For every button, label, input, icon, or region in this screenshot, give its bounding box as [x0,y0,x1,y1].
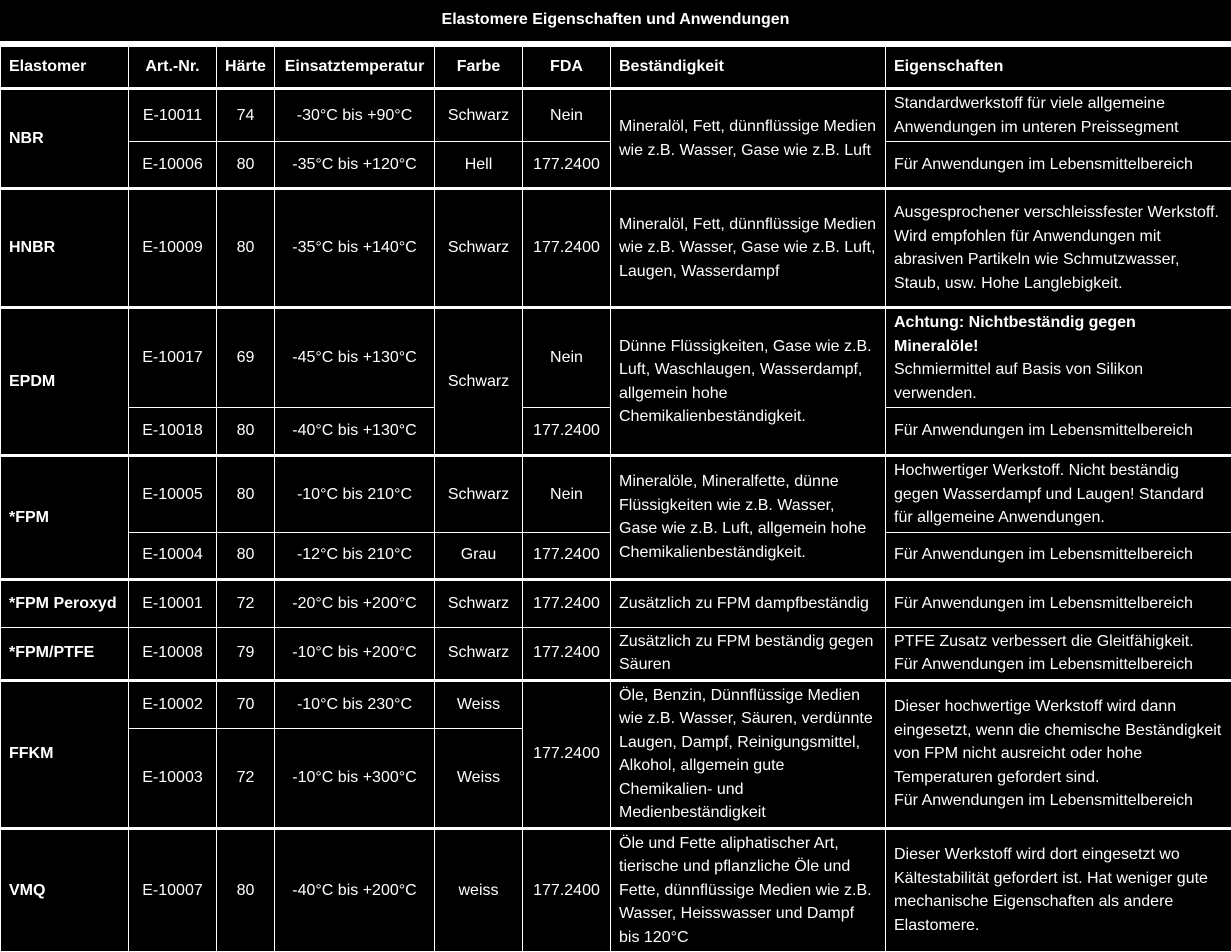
art-nr-cell: E-10004 [129,532,217,579]
table-row [1,579,1231,627]
art-nr-cell: E-10002 [129,680,217,729]
farbe-cell: Schwarz [435,189,523,308]
bestaendigkeit-cell: Mineralöle, Mineralfette, dünne Flüssigkeiten wie z.B. Wasser, Gase wie z.B. Luft, allgemein hohe Chemikalienbeständigkeit. [611,456,886,580]
table-row [1,627,1231,680]
temperature-cell: -35°C bis +140°C [275,189,435,308]
art-nr-cell: E-10005 [129,456,217,533]
temperature-cell: -10°C bis +200°C [275,627,435,680]
table-row [1,828,1231,952]
art-nr-cell: E-10007 [129,828,217,952]
eigenschaften-cell: Für Anwendungen im Lebensmittelbereich [886,142,1231,189]
fda-cell: 177.2400 [523,532,611,579]
eigenschaften-line: Dieser hochwertige Werkstoff wird dann eingesetzt, wenn die chemische Beständigkeit von FPM nicht ausreicht oder hohe Temperaturen gefordert sind. [894,695,1223,789]
elastomer-fpm-ptfe: *FPM/PTFE [1,627,129,680]
fda-cell: 177.2400 [523,579,611,627]
eigenschaften-cell: Hochwertiger Werkstoff. Nicht beständig gegen Wasserdampf und Laugen! Standard für allgemeine Anwendungen. [886,456,1231,533]
elastomer-hnbr: HNBR [1,189,129,308]
farbe-cell: Grau [435,532,523,579]
table-row [1,89,1231,142]
fda-cell: 177.2400 [523,680,611,828]
art-nr-cell: E-10003 [129,729,217,828]
elastomer-nbr: NBR [1,89,129,189]
eigenschaften-cell: Für Anwendungen im Lebensmittelbereich [886,408,1231,456]
temperature-cell: -35°C bis +120°C [275,142,435,189]
eigenschaften-line: PTFE Zusatz verbessert die Gleitfähigkeit. [894,630,1223,654]
temperature-cell: -10°C bis 210°C [275,456,435,533]
bestaendigkeit-cell: Zusätzlich zu FPM beständig gegen Säuren [611,627,886,680]
art-nr-cell: E-10008 [129,627,217,680]
farbe-cell: Schwarz [435,627,523,680]
art-nr-cell: E-10009 [129,189,217,308]
haerte-cell: 80 [217,189,275,308]
haerte-cell: 74 [217,89,275,142]
fda-cell: 177.2400 [523,828,611,952]
temperature-cell: -10°C bis +300°C [275,729,435,828]
eigenschaften-cell: Dieser Werkstoff wird dort eingesetzt wo Kältestabilität gefordert ist. Hat weniger gute mechanische Eigenschaften als andere Elastomere. [886,828,1231,952]
temperature-cell: -12°C bis 210°C [275,532,435,579]
fda-cell: 177.2400 [523,408,611,456]
fda-cell: Nein [523,456,611,533]
header-art-nr: Art.-Nr. [129,47,217,89]
eigenschaften-cell: Für Anwendungen im Lebensmittelbereich [886,532,1231,579]
header-fda: FDA [523,47,611,89]
elastomer-ffkm: FFKM [1,680,129,828]
table-row [1,308,1231,408]
elastomer-fpm-peroxyd: *FPM Peroxyd [1,579,129,627]
haerte-cell: 79 [217,627,275,680]
bestaendigkeit-cell: Mineralöl, Fett, dünnflüssige Medien wie z.B. Wasser, Gase wie z.B. Luft, Laugen, Wasserdampf [611,189,886,308]
temperature-cell: -40°C bis +130°C [275,408,435,456]
temperature-cell: -40°C bis +200°C [275,828,435,952]
table-row [1,680,1231,729]
eigenschaften-cell: Ausgesprochener verschleissfester Werkstoff. Wird empfohlen für Anwendungen mit abrasiven Partikeln wie Schmutzwasser, Staub, usw. Hohe Langlebigkeit. [886,189,1231,308]
farbe-cell: Weiss [435,680,523,729]
temperature-cell: -10°C bis 230°C [275,680,435,729]
farbe-cell: Schwarz [435,308,523,456]
header-row [1,47,1231,89]
farbe-cell: Schwarz [435,89,523,142]
elastomer-fpm: *FPM [1,456,129,580]
eigenschaften-cell [886,627,1231,680]
temperature-cell: -20°C bis +200°C [275,579,435,627]
bestaendigkeit-cell: Öle und Fette aliphatischer Art, tierische und pflanzliche Öle und Fette, dünnflüssige Medien wie z.B. Wasser, Heisswasser und Dampf bis 120°C [611,828,886,952]
header-eigenschaften: Eigenschaften [886,47,1231,89]
art-nr-cell: E-10011 [129,89,217,142]
fda-cell: 177.2400 [523,142,611,189]
table-title: Elastomere Eigenschaften und Anwendungen [0,0,1231,40]
farbe-cell: Hell [435,142,523,189]
eigenschaften-cell: Für Anwendungen im Lebensmittelbereich [886,579,1231,627]
temperature-cell: -45°C bis +130°C [275,308,435,408]
eigenschaften-line: Für Anwendungen im Lebensmittelbereich [894,789,1223,813]
header-bestaendigkeit: Beständigkeit [611,47,886,89]
eigenschaften-cell [886,680,1231,828]
haerte-cell: 80 [217,828,275,952]
haerte-cell: 80 [217,532,275,579]
haerte-cell: 80 [217,456,275,533]
header-elastomer: Elastomer [1,47,129,89]
haerte-cell: 80 [217,142,275,189]
bestaendigkeit-cell: Dünne Flüssigkeiten, Gase wie z.B. Luft, Waschlaugen, Wasserdampf, allgemein hohe Chemikalienbeständigkeit. [611,308,886,456]
bestaendigkeit-cell: Zusätzlich zu FPM dampfbeständig [611,579,886,627]
bestaendigkeit-cell: Öle, Benzin, Dünnflüssige Medien wie z.B. Wasser, Säuren, verdünnte Laugen, Dampf, Reinigungsmittel, Alkohol, allgemein gute Chemikalien- und Medienbeständigkeit [611,680,886,828]
temperature-cell: -30°C bis +90°C [275,89,435,142]
art-nr-cell: E-10006 [129,142,217,189]
haerte-cell: 69 [217,308,275,408]
art-nr-cell: E-10001 [129,579,217,627]
elastomer-vmq: VMQ [1,828,129,952]
farbe-cell: Schwarz [435,456,523,533]
art-nr-cell: E-10017 [129,308,217,408]
table-row [1,456,1231,533]
farbe-cell: weiss [435,828,523,952]
bestaendigkeit-cell: Mineralöl, Fett, dünnflüssige Medien wie z.B. Wasser, Gase wie z.B. Luft [611,89,886,189]
fda-cell: 177.2400 [523,189,611,308]
haerte-cell: 80 [217,408,275,456]
eigenschaften-line: Für Anwendungen im Lebensmittelbereich [894,653,1223,677]
warning-text: Achtung: Nichtbeständig gegen Mineralöle! [894,311,1223,358]
elastomer-epdm: EPDM [1,308,129,456]
header-farbe: Farbe [435,47,523,89]
fda-cell: 177.2400 [523,627,611,680]
elastomer-table [0,46,1231,952]
eigenschaften-cell [886,308,1231,408]
header-einsatztemperatur: Einsatztemperatur [275,47,435,89]
eigenschaften-text: Schmiermittel auf Basis von Silikon verwenden. [894,358,1223,405]
haerte-cell: 72 [217,579,275,627]
haerte-cell: 72 [217,729,275,828]
haerte-cell: 70 [217,680,275,729]
fda-cell: Nein [523,89,611,142]
fda-cell: Nein [523,308,611,408]
eigenschaften-cell: Standardwerkstoff für viele allgemeine Anwendungen im unteren Preissegment [886,89,1231,142]
table-row [1,189,1231,308]
farbe-cell: Schwarz [435,579,523,627]
header-haerte: Härte [217,47,275,89]
farbe-cell: Weiss [435,729,523,828]
art-nr-cell: E-10018 [129,408,217,456]
